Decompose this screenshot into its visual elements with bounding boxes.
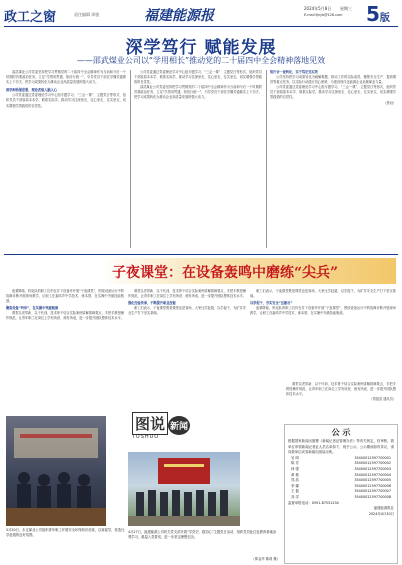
column-divider xyxy=(130,70,131,248)
photo-middle xyxy=(128,452,240,526)
photo-credit: （廖金华 陈莉 摄） xyxy=(251,557,280,561)
page-number-suffix: 版 xyxy=(379,13,390,24)
article2-col-2 xyxy=(128,289,246,409)
date-line: 2024年5月8日 xyxy=(304,6,332,11)
notice-row: 刘 洋 35400012597700008 xyxy=(291,494,391,499)
paragraph: 课堂以老带新、以干代训，技术骨干结合实际案例讲解排障要点，手把手教授操作规范，让青年职工在岗位上学有所获、练有所成，进一步提升团队整体技术水平。 xyxy=(6,311,124,321)
subheading: 深学细悟强思想，理论武装入脑入心 xyxy=(6,88,57,93)
article1-subtitle: ——邵武煤业公司以“学用相长”推动党的二十届四中全会精神落地见效 xyxy=(76,56,326,65)
photo-left xyxy=(6,416,106,526)
masthead-rule xyxy=(4,26,398,27)
article2-col-3 xyxy=(250,289,396,379)
photo-left-image xyxy=(6,416,106,526)
photo-middle-image xyxy=(128,452,240,526)
paragraph: 职工们表示，子夜课堂既是课堂也是赛场，大家比学赶超，以学促干，为矿井安全生产打下坚实基础。 xyxy=(250,289,396,299)
contact-email: E-mail:fjnyb@126.com xyxy=(304,13,343,17)
paragraph: 职工们表示，子夜课堂既是课堂也是赛场，大家比学赶超，以学促干，为矿井安全生产打下坚实基础。 xyxy=(128,306,246,316)
paragraph: 邵武煤业公司党委坚持把学习贯彻党的二十届四中全会精神作为当前和今后一个时期的首要政治任务，立足“学思用贯通、知信行统一”，引导党员干部在学懂弄通做实上下功夫，把学习成果转化为推动企业高质量发展的强大动力。 xyxy=(6,70,126,85)
notice-row: 黄 敏 35400012597700004 xyxy=(291,472,391,477)
notice-date: 2024年4月30日 xyxy=(368,511,394,516)
article2-title: 子夜课堂：在设备轰鸣中磨练“尖兵” xyxy=(112,265,339,281)
column-divider xyxy=(266,70,267,248)
page-number xyxy=(366,2,390,26)
weekday: 星期三 xyxy=(340,6,352,11)
article2-col-1 xyxy=(6,289,124,409)
article1-title: 深学笃行 赋能发展 xyxy=(125,38,277,58)
section-name: 政工之窗 xyxy=(4,10,57,25)
notice-signature: 福建能源报社 xyxy=(373,506,394,511)
photo-news-title: 图说 xyxy=(132,412,168,435)
subheading: 以学促干，夯实安全“压舱石” xyxy=(250,301,293,306)
notice-title: 公 示 xyxy=(331,427,351,437)
subheading: 聚焦设备“听诊”，在实操中突破瓶颈 xyxy=(6,306,59,311)
notice-row: 郑 浩 35400012597700005 xyxy=(291,478,391,483)
byline: （郑振富 通讯员） xyxy=(369,397,396,402)
paragraph: 公司党委通过党委理论学习中心组专题学习、“三会一课”、主题党日等形式，组织党员干部原原本本学、联系实际学，推动学习往深里走、往心里走、往实里走，切实增强学思践悟的自觉性。 xyxy=(270,85,396,100)
article2-col-3b xyxy=(286,382,396,422)
paper-name: 福建能源报 xyxy=(144,8,214,24)
photo-right-caption: 4月27日，福建能源公司机关党支部开展“学党史、践初心”主题党日活动，组织党员赴红色教育基地参观学习，重温入党誓词，进一步坚定理想信念。 xyxy=(128,530,277,539)
paragraph: 邵武煤业公司党委坚持把学习贯彻党的二十届四中全会精神作为当前和今后一个时期的首要政治任务，立足“学思用贯通、知信行统一”，引导党员干部在学懂弄通做实上下功夫，把学习成果转化为推动企业高质量发展的强大动力。 xyxy=(134,85,262,100)
notice-body: 根据国家新闻出版署《新闻记者证管理办法》等有关规定，经审核，我单位申领新闻记者证人员名单如下，现予公示。公示期间如有异议，请向我单位或省新闻出版局反映。 xyxy=(288,439,394,455)
paragraph: 课堂以老带新、以干代训，技术骨干结合实际案例讲解排障要点，手把手教授操作规范，让青年职工在岗位上学有所获、练有所成，进一步提升团队整体技术水平。 xyxy=(128,289,246,299)
article1-col-1 xyxy=(6,70,126,250)
notice-list xyxy=(285,456,397,501)
subheading: 知行合一促转化，实干笃定见实效 xyxy=(270,70,318,74)
page-number-digit: 5 xyxy=(366,2,380,26)
notice-row: 李 娜 35400012597700006 xyxy=(291,483,391,488)
subheading: 强化经验传承，不断提升职业技能 xyxy=(128,301,176,306)
photo-news-header xyxy=(110,412,210,448)
paragraph: 夜幕降临，机电队的职工们仍在井下设备旁开展“子夜课堂”，围绕设备运行中的故障诊断开展现场教学，让职工在轰鸣声中学技术、练本领，在实操中突破技能瓶颈。 xyxy=(6,289,124,304)
photo-news-sub: TUSHUO xyxy=(132,434,160,440)
notice-box xyxy=(284,424,398,564)
article1-col-2 xyxy=(134,70,262,250)
masthead xyxy=(4,4,398,26)
paragraph: 公司坚持把学习成果转化为破解难题、推动工作的实际成效，聚焦安全生产、提质增效等重点任务，以实际行动践行初心使命，为建设现代化能源企业贡献煤业力量。 xyxy=(270,75,396,85)
photo-news-title2: 新闻 xyxy=(168,416,190,435)
paragraph: 公司党委通过党委理论学习中心组专题学习、“三会一课”、主题党日等形式，组织党员干部原原本本学、联系实际学，推动学习往深里走、往心里走、往实里走，切实增强学思践悟的自觉性。 xyxy=(134,70,262,85)
section-editor: 责任编辑 周骏 xyxy=(74,12,100,17)
notice-row: 吴 明 35400012597700001 xyxy=(291,455,391,460)
paragraph: 课堂以老带新、以干代训，技术骨干结合实际案例讲解排障要点，手把手教授操作规范，让青年职工在岗位上学有所获、练有所成，进一步提升团队整体技术水平。 xyxy=(286,382,396,397)
notice-row: 陈 芳 35400012597700002 xyxy=(291,461,391,466)
notice-contact: 监督举报电话：0591-87531234 xyxy=(288,500,339,505)
byline: （蔡冠） xyxy=(383,100,396,105)
article1-col-3 xyxy=(270,70,396,250)
notice-row: 林 强 35400012597700003 xyxy=(291,466,391,471)
paragraph: 公司党委通过党委理论学习中心组专题学习、“三会一课”、主题党日等形式，组织党员干部原原本本学、联系实际学，推动学习往深里走、往心里走、往实里走，切实增强学思践悟的自觉性。 xyxy=(6,93,126,108)
notice-row: 王 磊 35400012597700007 xyxy=(291,489,391,494)
paragraph: 夜幕降临，机电队的职工们仍在井下设备旁开展“子夜课堂”，围绕设备运行中的故障诊断开展现场教学，让职工在轰鸣声中学技术、练本领，在实操中突破技能瓶颈。 xyxy=(250,306,396,316)
section-rule xyxy=(4,254,398,255)
photo-left-caption: 5月20日，永定煤业公司组织青年职工开展安全环保知识竞赛，以赛促学，营造比学赶超的良好氛围。 xyxy=(6,528,125,537)
